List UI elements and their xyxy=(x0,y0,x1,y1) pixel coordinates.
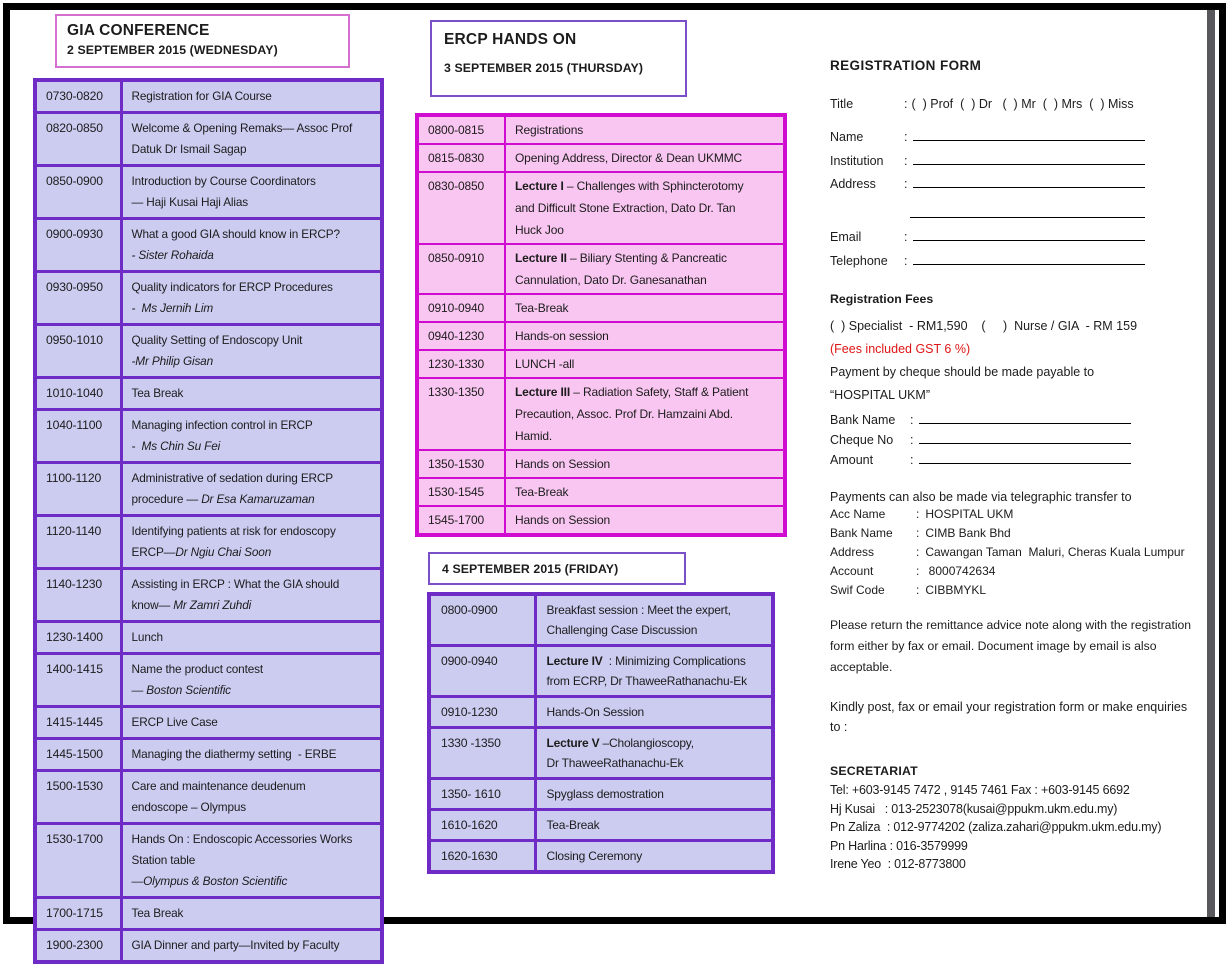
schedule-row xyxy=(35,739,382,771)
session-cell xyxy=(121,463,382,516)
schedule-row xyxy=(417,244,785,294)
fees-heading: Registration Fees xyxy=(830,291,934,306)
time-cell: 0900-0930 xyxy=(35,219,121,272)
session-cell xyxy=(535,728,773,779)
session-text: What a good GIA should know in ERCP? xyxy=(131,227,340,241)
session-text: Huck Joo xyxy=(515,223,564,237)
schedule-row xyxy=(429,697,773,728)
session-text: Tea-Break xyxy=(515,301,569,315)
schedule-row xyxy=(429,779,773,810)
schedule-row xyxy=(417,350,785,378)
transfer-detail-row xyxy=(830,564,1205,583)
session-cell xyxy=(121,219,382,272)
schedule-row xyxy=(429,594,773,646)
schedule-row xyxy=(35,219,382,272)
schedule-row xyxy=(35,113,382,166)
schedule-row xyxy=(417,115,785,144)
schedule-row xyxy=(417,322,785,350)
colon: : xyxy=(916,525,920,540)
schedule-row xyxy=(417,378,785,450)
session-text: – Radiation Safety, Staff & Patient xyxy=(570,385,749,399)
detail-value: CIMB Bank Bhd xyxy=(925,525,1011,540)
contact-people xyxy=(830,800,1205,874)
day2-schedule-table xyxy=(415,113,787,537)
session-text: know— xyxy=(131,598,174,612)
time-cell: 0910-1230 xyxy=(429,697,535,728)
session-text: - Ms Chin Su Fei xyxy=(131,439,221,453)
schedule-row xyxy=(417,172,785,244)
schedule-row xyxy=(35,930,382,963)
session-text: Identifying patients at risk for endoscopy xyxy=(131,524,336,538)
session-cell xyxy=(505,478,785,506)
colon: : xyxy=(904,253,908,268)
day1-date: 2 SEPTEMBER 2015 (WEDNESDAY) xyxy=(67,43,278,57)
detail-label: Bank Name xyxy=(830,525,893,540)
session-text: ERCP Live Case xyxy=(131,715,218,729)
fees-options-line: ( ) Specialist - RM1,590 ( ) Nurse / GIA - RM 159 xyxy=(830,318,1138,333)
session-text: Quality Setting of Endoscopy Unit xyxy=(131,333,303,347)
remittance-note: Please return the remittance advice note along with the registration form either by fax or email. Document image by email is also acceptable. xyxy=(830,618,1192,675)
day1-schedule-table xyxy=(33,78,384,964)
colon: : xyxy=(904,130,908,144)
time-cell: 1120-1140 xyxy=(35,516,121,569)
field-line xyxy=(919,443,1131,444)
session-text: Dr Ngiu Chai Soon xyxy=(175,545,272,559)
detail-value: HOSPITAL UKM xyxy=(925,506,1014,521)
schedule-row xyxy=(417,144,785,172)
session-text: Tea Break xyxy=(131,386,184,400)
schedule-row xyxy=(35,824,382,898)
session-cell xyxy=(121,113,382,166)
time-cell: 1040-1100 xyxy=(35,410,121,463)
session-text: Tea Break xyxy=(131,906,184,920)
colon: : xyxy=(904,230,908,244)
session-text: Hands on Session xyxy=(515,513,610,527)
session-text: from ECRP, Dr ThaweeRathanachu-Ek xyxy=(546,674,747,688)
schedule-row xyxy=(35,80,382,113)
form-field-row xyxy=(830,197,1205,221)
session-text: Hamid. xyxy=(515,429,553,443)
session-cell xyxy=(121,739,382,771)
time-cell: 1330-1350 xyxy=(417,378,505,450)
time-cell: 1010-1040 xyxy=(35,378,121,410)
session-text: Lunch xyxy=(131,630,163,644)
session-cell xyxy=(121,272,382,325)
session-cell xyxy=(505,144,785,172)
day2-title: ERCP HANDS ON xyxy=(444,31,577,48)
session-cell xyxy=(535,594,773,646)
schedule-row xyxy=(429,810,773,841)
schedule-row xyxy=(35,410,382,463)
schedule-row xyxy=(429,841,773,873)
day2-date: 3 SEPTEMBER 2015 (THURSDAY) xyxy=(444,61,644,75)
transfer-details xyxy=(830,507,1205,603)
session-text: Managing the diathermy setting - ERBE xyxy=(131,747,337,761)
session-text: Hands on Session xyxy=(515,457,610,471)
session-text: — Haji Kusai Haji Alias xyxy=(131,195,249,209)
session-cell xyxy=(505,378,785,450)
session-cell xyxy=(535,841,773,873)
session-cell xyxy=(505,172,785,244)
session-text: LUNCH -all xyxy=(515,357,575,371)
session-text: Lecture II xyxy=(515,251,567,265)
session-cell xyxy=(121,824,382,898)
detail-label: Swif Code xyxy=(830,583,885,598)
time-cell: 1350- 1610 xyxy=(429,779,535,810)
session-text: Tea-Break xyxy=(515,485,569,499)
session-text: Assisting in ERCP : What the GIA should xyxy=(131,577,340,591)
time-cell: 1700-1715 xyxy=(35,898,121,930)
session-text: Lecture I xyxy=(515,179,564,193)
session-text: Hands-On Session xyxy=(546,705,645,719)
session-text: Spyglass demostration xyxy=(546,787,664,801)
session-text: Lecture IV xyxy=(546,654,603,668)
session-text: — Boston Scientific xyxy=(131,683,231,697)
session-text: —Olympus & Boston Scientific xyxy=(131,874,288,888)
session-text: Lecture III xyxy=(515,385,571,399)
field-label: Telephone xyxy=(830,253,888,268)
session-text: – Biliary Stenting & Pancreatic xyxy=(566,251,727,265)
session-text: Care and maintenance deudenum xyxy=(131,779,306,793)
session-cell xyxy=(505,450,785,478)
registration-form xyxy=(830,58,1205,874)
session-text: Dr ThaweeRathanachu-Ek xyxy=(546,756,684,770)
day2-day3-column xyxy=(415,20,787,874)
session-cell xyxy=(121,410,382,463)
colon: : xyxy=(904,153,908,168)
colon: : xyxy=(904,97,908,111)
session-text: Hands On : Endoscopic Accessories Works xyxy=(131,832,353,846)
schedule-row xyxy=(35,325,382,378)
session-cell xyxy=(121,569,382,622)
session-text: Name the product contest xyxy=(131,662,263,676)
contact-person-row: Irene Yeo : 012-8773800 xyxy=(830,857,966,872)
time-cell: 0910-0940 xyxy=(417,294,505,322)
colon: : xyxy=(904,177,908,191)
schedule-row xyxy=(35,569,382,622)
session-text: Managing infection control in ERCP xyxy=(131,418,313,432)
field-label: Amount xyxy=(830,452,874,467)
colon: : xyxy=(916,544,920,559)
colon: : xyxy=(910,432,914,447)
field-label: Cheque No xyxy=(830,432,894,447)
time-cell: 1530-1700 xyxy=(35,824,121,898)
session-cell xyxy=(121,166,382,219)
session-text: Lecture V xyxy=(546,736,600,750)
transfer-intro: Payments can also be made via telegraphic transfer to xyxy=(830,489,1132,504)
schedule-row xyxy=(417,294,785,322)
form-field-row xyxy=(830,144,1205,168)
session-cell xyxy=(505,350,785,378)
schedule-row xyxy=(417,450,785,478)
day1-header-box xyxy=(55,14,350,68)
colon: : xyxy=(910,452,914,467)
session-cell xyxy=(121,378,382,410)
time-cell: 0950-1010 xyxy=(35,325,121,378)
schedule-row xyxy=(35,516,382,569)
session-text: Quality indicators for ERCP Procedures xyxy=(131,280,333,294)
colon: : xyxy=(910,412,914,427)
session-text: –Cholangioscopy, xyxy=(599,736,694,750)
session-text: Tea-Break xyxy=(546,818,600,832)
transfer-detail-row xyxy=(830,583,1205,602)
session-cell xyxy=(121,707,382,739)
session-text: Opening Address, Director & Dean UKMMC xyxy=(515,151,743,165)
contact-intro: Kindly post, fax or email your registration form or make enquiries to : xyxy=(830,700,1188,735)
session-text: : Minimizing Complications xyxy=(602,654,746,668)
cheque-field-row xyxy=(830,427,1205,447)
detail-value: CIBBMYKL xyxy=(925,583,987,598)
session-text: Station table xyxy=(131,853,196,867)
cheque-payable-line: Payment by cheque should be made payable to xyxy=(830,364,1095,379)
page-edge-bar xyxy=(1207,10,1215,917)
time-cell: 1400-1415 xyxy=(35,654,121,707)
time-cell: 1445-1500 xyxy=(35,739,121,771)
session-cell xyxy=(535,779,773,810)
schedule-row xyxy=(35,771,382,824)
session-text: and Difficult Stone Extraction, Dato Dr. Tan xyxy=(515,201,736,215)
schedule-row xyxy=(35,272,382,325)
detail-label: Acc Name xyxy=(830,506,886,521)
session-cell xyxy=(121,771,382,824)
time-cell: 1350-1530 xyxy=(417,450,505,478)
session-text: procedure — xyxy=(131,492,202,506)
session-text: Precaution, Assoc. Prof Dr. Hamzaini Abd. xyxy=(515,407,733,421)
cheque-field-row xyxy=(830,447,1205,467)
field-line xyxy=(913,187,1145,188)
session-text: Mr Zamri Zuhdi xyxy=(173,598,252,612)
transfer-detail-row xyxy=(830,507,1205,526)
field-label: Email xyxy=(830,230,862,244)
cheque-field-row xyxy=(830,407,1205,427)
time-cell: 0730-0820 xyxy=(35,80,121,113)
detail-value: Cawangan Taman Maluri, Cheras Kuala Lumpur xyxy=(925,544,1185,559)
form-heading: REGISTRATION FORM xyxy=(830,58,982,73)
form-field-row xyxy=(830,121,1205,145)
schedule-row xyxy=(35,166,382,219)
schedule-row xyxy=(35,463,382,516)
schedule-row xyxy=(35,707,382,739)
schedule-row xyxy=(35,898,382,930)
session-text: endoscope – Olympus xyxy=(131,800,247,814)
time-cell: 1900-2300 xyxy=(35,930,121,963)
time-cell: 1500-1530 xyxy=(35,771,121,824)
title-row xyxy=(830,97,1205,121)
time-cell: 0815-0830 xyxy=(417,144,505,172)
time-cell: 1230-1400 xyxy=(35,622,121,654)
gst-note: (Fees included GST 6 %) xyxy=(830,341,971,356)
transfer-detail-row xyxy=(830,526,1205,545)
field-label: Institution xyxy=(830,153,884,168)
session-text: Challenging Case Discussion xyxy=(546,623,698,637)
detail-label: Account xyxy=(830,564,874,579)
time-cell: 0820-0850 xyxy=(35,113,121,166)
day1-column xyxy=(33,14,384,964)
session-text: - Ms Jernih Lim xyxy=(131,301,214,315)
detail-label: Address xyxy=(830,544,875,559)
transfer-detail-row xyxy=(830,545,1205,564)
session-cell xyxy=(121,622,382,654)
field-label: Address xyxy=(830,177,876,191)
detail-value: 8000742634 xyxy=(925,564,996,579)
session-text: Registrations xyxy=(515,123,584,137)
field-line xyxy=(919,423,1131,424)
session-cell xyxy=(121,516,382,569)
field-label: Name xyxy=(830,130,864,144)
session-cell xyxy=(121,325,382,378)
session-text: -Mr Philip Gisan xyxy=(131,354,214,368)
time-cell: 1330 -1350 xyxy=(429,728,535,779)
field-line xyxy=(913,140,1145,141)
time-cell: 1230-1330 xyxy=(417,350,505,378)
colon: : xyxy=(916,506,920,521)
time-cell: 0940-1230 xyxy=(417,322,505,350)
session-cell xyxy=(535,646,773,697)
day3-date: 4 SEPTEMBER 2015 (FRIDAY) xyxy=(442,561,619,576)
contact-person-row: Pn Harlina : 016-3579999 xyxy=(830,838,968,853)
session-cell xyxy=(505,322,785,350)
title-options: ( ) Prof ( ) Dr ( ) Mr ( ) Mrs ( ) Miss xyxy=(911,97,1134,111)
title-label: Title xyxy=(830,97,854,111)
colon: : xyxy=(916,564,920,579)
session-text: Cannulation, Dato Dr. Ganesanathan xyxy=(515,273,707,287)
time-cell: 1530-1545 xyxy=(417,478,505,506)
schedule-row xyxy=(417,478,785,506)
session-cell xyxy=(535,810,773,841)
cheque-fields xyxy=(830,407,1205,467)
field-line xyxy=(919,463,1131,464)
time-cell: 0800-0815 xyxy=(417,115,505,144)
contact-person-row: Hj Kusai : 013-2523078(kusai@ppukm.ukm.edu.my) xyxy=(830,801,1118,816)
session-text: Dr Esa Kamaruzaman xyxy=(201,492,315,506)
session-text: ERCP— xyxy=(131,545,176,559)
contact-person-row: Pn Zaliza : 012-9774202 (zaliza.zahari@ppukm.ukm.edu.my) xyxy=(830,820,1162,835)
session-text: GIA Dinner and party—Invited by Faculty xyxy=(131,938,340,952)
session-text: – Challenges with Sphincterotomy xyxy=(563,179,744,193)
session-text: Hands-on session xyxy=(515,329,609,343)
schedule-row xyxy=(35,378,382,410)
session-text: Datuk Dr Ismail Sagap xyxy=(131,142,247,156)
session-cell xyxy=(535,697,773,728)
colon: : xyxy=(916,583,920,598)
session-text: Registration for GIA Course xyxy=(131,89,272,103)
session-text: Introduction by Course Coordinators xyxy=(131,174,316,188)
session-cell xyxy=(121,930,382,963)
field-label: Bank Name xyxy=(830,412,896,427)
session-text: Administrative of sedation during ERCP xyxy=(131,471,334,485)
schedule-row xyxy=(417,506,785,535)
form-field-row xyxy=(830,168,1205,192)
session-text: Closing Ceremony xyxy=(546,849,643,863)
tel-fax-line: Tel: +603-9145 7472 , 9145 7461 Fax : +603-9145 6692 xyxy=(830,783,1130,798)
session-cell xyxy=(505,506,785,535)
time-cell: 0830-0850 xyxy=(417,172,505,244)
time-cell: 0850-0900 xyxy=(35,166,121,219)
time-cell: 0930-0950 xyxy=(35,272,121,325)
session-text: Welcome & Opening Remaks— Assoc Prof xyxy=(131,121,353,135)
session-cell xyxy=(505,294,785,322)
schedule-row xyxy=(429,728,773,779)
day2-header-box xyxy=(430,20,687,97)
schedule-row xyxy=(35,654,382,707)
day1-title: GIA CONFERENCE xyxy=(67,22,210,39)
time-cell: 1610-1620 xyxy=(429,810,535,841)
field-line xyxy=(910,217,1145,218)
session-cell xyxy=(505,115,785,144)
form-field-row xyxy=(830,221,1205,245)
field-line xyxy=(913,264,1145,265)
time-cell: 1415-1445 xyxy=(35,707,121,739)
secretariat-heading: SECRETARIAT xyxy=(830,764,918,779)
day3-header-box xyxy=(428,552,686,585)
time-cell: 0800-0900 xyxy=(429,594,535,646)
field-line xyxy=(913,164,1145,165)
schedule-row xyxy=(429,646,773,697)
session-cell xyxy=(121,898,382,930)
session-text: Breakfast session : Meet the expert, xyxy=(546,603,731,617)
payee-name: “HOSPITAL UKM” xyxy=(830,387,931,402)
session-cell xyxy=(505,244,785,294)
time-cell: 0850-0910 xyxy=(417,244,505,294)
session-text: - Sister Rohaida xyxy=(131,248,214,262)
schedule-row xyxy=(35,622,382,654)
time-cell: 1100-1120 xyxy=(35,463,121,516)
session-cell xyxy=(121,654,382,707)
time-cell: 1545-1700 xyxy=(417,506,505,535)
session-cell xyxy=(121,80,382,113)
day3-schedule-table xyxy=(427,592,775,874)
time-cell: 1140-1230 xyxy=(35,569,121,622)
time-cell: 0900-0940 xyxy=(429,646,535,697)
time-cell: 1620-1630 xyxy=(429,841,535,873)
field-line xyxy=(913,240,1145,241)
form-fields xyxy=(830,121,1205,268)
form-field-row xyxy=(830,244,1205,268)
